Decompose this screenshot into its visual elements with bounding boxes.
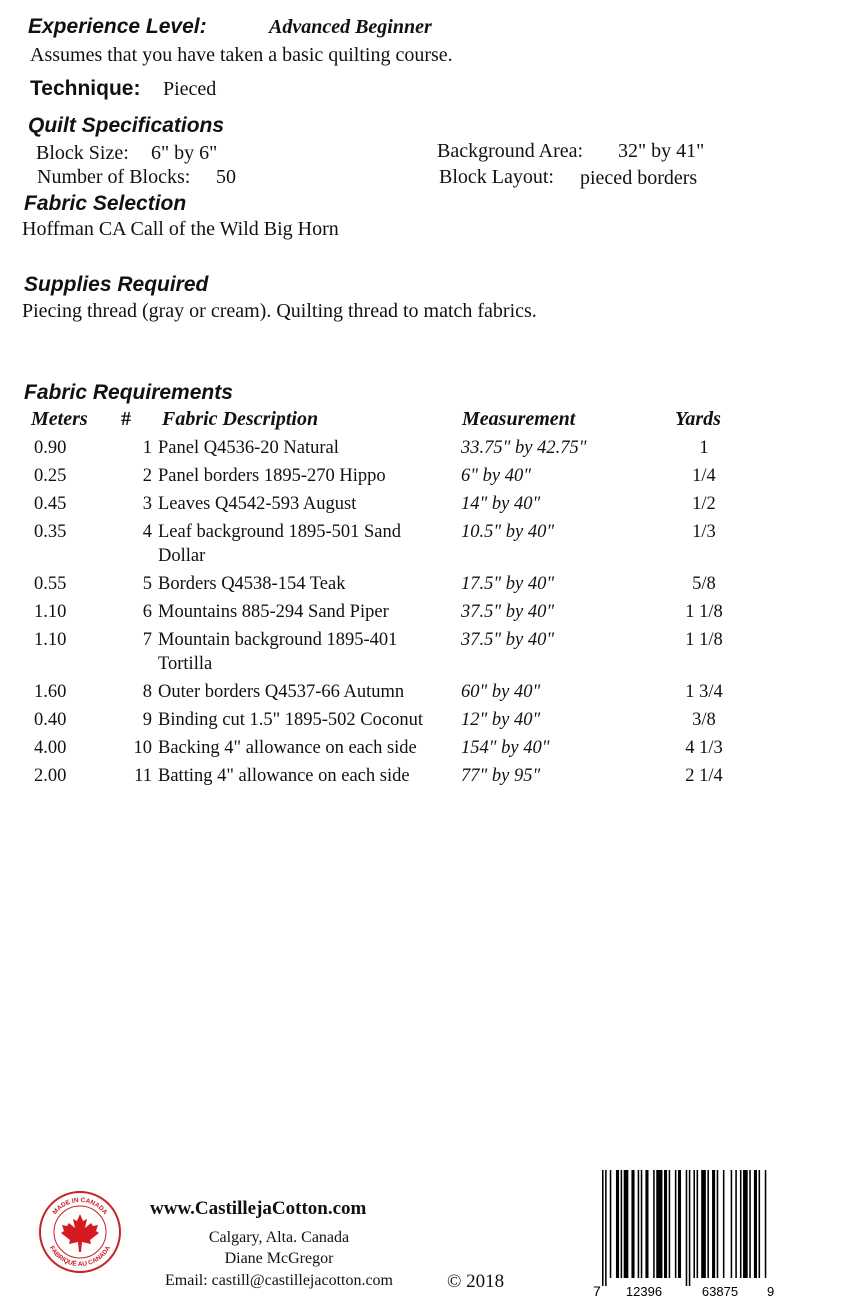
supplies-required-text: Piecing thread (gray or cream). Quilting thread to match fabrics. [22, 300, 537, 322]
cell-measurement: 6" by 40" [461, 466, 531, 486]
cell-meters: 1.10 [34, 630, 67, 650]
quilt-specifications-heading: Quilt Specifications [28, 114, 225, 137]
barcode-bar [701, 1170, 706, 1278]
upc-barcode [590, 1170, 775, 1300]
cell-description: Mountains 885-294 Sand Piper [158, 602, 389, 622]
made-in-canada-badge [38, 1190, 122, 1274]
cell-meters: 0.35 [34, 522, 67, 542]
barcode-bar [723, 1170, 725, 1278]
cell-yards: 1/3 [692, 522, 716, 542]
cell-number: 5 [142, 574, 152, 594]
cell-yards: 1 1/8 [685, 602, 723, 622]
cell-number: 3 [142, 494, 152, 514]
table-row [0, 520, 868, 572]
company-location: Calgary, Alta. Canada [208, 1229, 350, 1246]
barcode-bar [605, 1170, 607, 1286]
cell-yards: 1/2 [692, 494, 716, 514]
column-header-yards: Yards [675, 408, 721, 430]
background-area-value: 32" by 41" [618, 140, 705, 162]
barcode-bar [645, 1170, 648, 1278]
barcode-bar [638, 1170, 640, 1278]
barcode-bar [735, 1170, 737, 1278]
technique-value: Pieced [163, 78, 217, 100]
cell-description: Borders Q4538-154 Teak [158, 574, 346, 594]
barcode-digit-lead: 7 [593, 1283, 601, 1299]
cell-meters: 1.60 [34, 682, 67, 702]
cell-yards: 5/8 [692, 574, 716, 594]
cell-number: 6 [142, 602, 152, 622]
cell-measurement: 37.5" by 40" [461, 630, 555, 650]
cell-number: 1 [142, 438, 152, 458]
cell-number: 9 [142, 710, 152, 730]
website-link[interactable]: www.CastillejaCotton.com [150, 1198, 367, 1219]
experience-level-value: Advanced Beginner [269, 16, 432, 38]
column-header-number: # [121, 408, 131, 430]
experience-level-label: Experience Level: [28, 15, 207, 38]
email-link[interactable]: Email: castill@castillejacotton.com [165, 1272, 393, 1289]
cell-number: 2 [142, 466, 152, 486]
cell-yards: 1 3/4 [685, 682, 723, 702]
cell-meters: 0.55 [34, 574, 67, 594]
cell-meters: 2.00 [34, 766, 67, 786]
cell-description: Outer borders Q4537-66 Autumn [158, 682, 405, 702]
cell-number: 8 [142, 682, 152, 702]
barcode-bar [656, 1170, 662, 1278]
barcode-bar [678, 1170, 681, 1278]
block-size-value: 6" by 6" [151, 142, 218, 164]
barcode-bar [602, 1170, 604, 1286]
cell-measurement: 77" by 95" [461, 766, 541, 786]
cell-number: 4 [142, 522, 152, 542]
number-of-blocks-value: 50 [216, 166, 236, 188]
cell-measurement: 60" by 40" [461, 682, 541, 702]
table-row [0, 628, 868, 680]
cell-number: 10 [133, 738, 152, 758]
background-area-label: Background Area: [437, 140, 584, 162]
cell-meters: 0.90 [34, 438, 67, 458]
badge-top-text: MADE IN CANADA [51, 1196, 109, 1217]
table-header-row [0, 408, 868, 436]
cell-measurement: 14" by 40" [461, 494, 541, 514]
barcode-bar [731, 1170, 733, 1278]
cell-meters: 0.25 [34, 466, 67, 486]
barcode-bar [675, 1170, 677, 1278]
badge-bottom-text: FABRIQUÉ AU CANADA [47, 1244, 113, 1269]
cell-yards: 4 1/3 [685, 738, 723, 758]
fabric-selection-heading: Fabric Selection [24, 192, 187, 215]
fabric-selection-text: Hoffman CA Call of the Wild Big Horn [22, 218, 339, 240]
barcode-bar [686, 1170, 688, 1286]
table-row [0, 436, 868, 464]
barcode-bar [610, 1170, 612, 1278]
fabric-requirements-table [0, 408, 868, 792]
column-header-meters: Meters [31, 408, 88, 430]
barcode-bars [602, 1170, 766, 1286]
column-header-description: Fabric Description [162, 408, 319, 430]
barcode-bar [621, 1170, 623, 1278]
cell-measurement: 17.5" by 40" [461, 574, 555, 594]
supplies-required-heading: Supplies Required [24, 273, 209, 296]
cell-yards: 1 [699, 438, 709, 458]
cell-meters: 0.40 [34, 710, 67, 730]
fabric-requirements-heading: Fabric Requirements [24, 381, 233, 404]
cell-description: Backing 4" allowance on each side [158, 738, 417, 758]
cell-yards: 1 1/8 [685, 630, 723, 650]
block-layout-label: Block Layout: [439, 166, 554, 188]
barcode-bar [669, 1170, 671, 1278]
cell-description: Leaf background 1895-501 Sand Dollar [158, 522, 402, 566]
cell-measurement: 12" by 40" [461, 710, 541, 730]
barcode-bar [641, 1170, 643, 1278]
cell-yards: 3/8 [692, 710, 716, 730]
cell-yards: 1/4 [692, 466, 716, 486]
barcode-digits-left: 12396 [625, 1284, 663, 1299]
table-row [0, 708, 868, 736]
barcode-bar [712, 1170, 715, 1278]
cell-measurement: 10.5" by 40" [461, 522, 555, 542]
barcode-bar [697, 1170, 699, 1278]
cell-meters: 0.45 [34, 494, 67, 514]
cell-measurement: 33.75" by 42.75" [461, 438, 587, 458]
table-row [0, 492, 868, 520]
copyright-notice: © 2018 [447, 1271, 505, 1292]
cell-description: Binding cut 1.5" 1895-502 Coconut [158, 710, 423, 730]
barcode-bar [749, 1170, 751, 1278]
cell-meters: 4.00 [34, 738, 67, 758]
block-layout-value: pieced borders [580, 167, 698, 189]
barcode-bar [759, 1170, 761, 1278]
barcode-bar [631, 1170, 634, 1278]
barcode-bar [616, 1170, 619, 1278]
barcode-bar [693, 1170, 695, 1278]
cell-description: Batting 4" allowance on each side [158, 766, 410, 786]
table-row [0, 680, 868, 708]
table-row [0, 600, 868, 628]
number-of-blocks-label: Number of Blocks: [37, 166, 191, 188]
barcode-bar [740, 1170, 742, 1278]
cell-description: Panel Q4536-20 Natural [158, 438, 339, 458]
table-row [0, 736, 868, 764]
barcode-digits-right: 63875 [701, 1284, 739, 1299]
cell-meters: 1.10 [34, 602, 67, 622]
table-row [0, 572, 868, 600]
barcode-bar [664, 1170, 667, 1278]
barcode-bar [717, 1170, 719, 1278]
barcode-bar [754, 1170, 757, 1278]
cell-yards: 2 1/4 [685, 766, 723, 786]
cell-description: Mountain background 1895-401 Tortilla [158, 630, 398, 674]
cell-number: 7 [142, 630, 152, 650]
cell-description: Panel borders 1895-270 Hippo [158, 466, 386, 486]
table-row [0, 764, 868, 792]
technique-label: Technique: [30, 77, 141, 100]
cell-measurement: 37.5" by 40" [461, 602, 555, 622]
experience-note: Assumes that you have taken a basic quilting course. [30, 44, 453, 66]
barcode-bar [765, 1170, 767, 1278]
cell-description: Leaves Q4542-593 August [158, 494, 357, 514]
barcode-bar [624, 1170, 629, 1278]
barcode-digit-check: 9 [767, 1284, 775, 1299]
designer-name: Diane McGregor [224, 1250, 334, 1267]
table-row [0, 464, 868, 492]
cell-measurement: 154" by 40" [461, 738, 550, 758]
block-size-label: Block Size: [36, 142, 129, 164]
column-header-measurement: Measurement [462, 408, 576, 430]
cell-number: 11 [134, 766, 152, 786]
barcode-bar [689, 1170, 691, 1286]
barcode-bar [743, 1170, 748, 1278]
barcode-bar [707, 1170, 709, 1278]
barcode-bar [653, 1170, 655, 1278]
table-body [0, 436, 868, 792]
